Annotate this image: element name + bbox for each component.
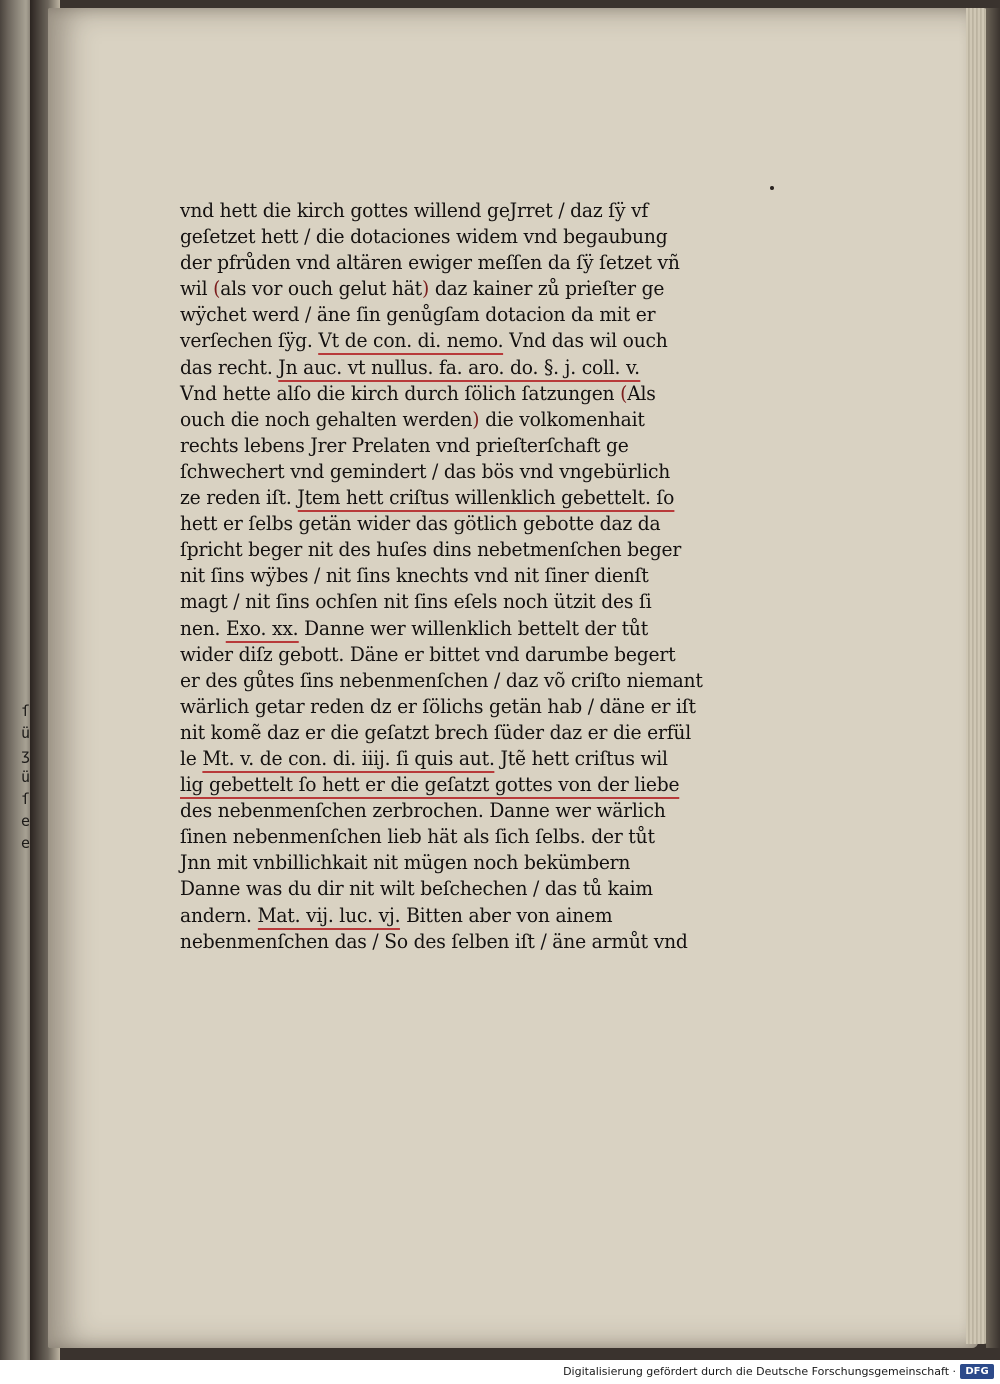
text-segment: nebenmenſchen das / So des ſelben iſt / äne armůt vnd	[180, 929, 688, 953]
text-segment: daz kainer zů prieſter ge	[429, 277, 665, 301]
paper-fleck	[770, 186, 774, 190]
text-block	[180, 198, 740, 955]
text-line	[180, 589, 725, 615]
text-segment: die volkomenhait	[479, 407, 645, 431]
text-segment: verſechen ſÿg.	[180, 329, 319, 353]
text-segment: ouch die noch gehalten werden	[180, 407, 473, 431]
text-segment: wÿchet werd / äne ſin genůgſam dotacion da mit er	[180, 303, 656, 327]
book-cover-edge	[986, 8, 1000, 1348]
text-segment: vnd hett die kirch gottes willend geJrret / daz ſÿ vf	[180, 199, 649, 222]
rubricated-citation: Mat. vij. luc. vj.	[257, 904, 400, 930]
left-margin-glyph: ü	[20, 724, 30, 742]
left-page-margin-text	[0, 700, 30, 980]
rubric-parenthesis: )	[472, 407, 480, 431]
text-line	[180, 668, 725, 694]
rubricated-citation: Jtem hett criſtus willenklich gebettelt. ſo	[297, 486, 674, 512]
rubric-parenthesis: (	[213, 277, 221, 301]
text-line	[180, 563, 725, 589]
text-segment: ſpricht beger nit des huſes dins nebetmenſchen beger	[180, 538, 682, 562]
text-line	[180, 929, 725, 955]
text-line	[180, 850, 725, 876]
text-segment: nen.	[180, 616, 227, 640]
left-margin-glyph: ʒ	[20, 746, 30, 764]
left-margin-glyph: e	[20, 834, 30, 852]
text-segment: als vor ouch gelut hät	[220, 277, 422, 301]
text-line	[180, 720, 725, 746]
text-segment: wärlich getar reden dz er ſölichs getän hab / däne er iſt	[180, 694, 696, 718]
text-segment: Danne was du dir nit wilt beſchechen / das tů kaim	[180, 877, 653, 901]
text-segment: ſchwechert vnd gemindert / das bös vnd vngebürlich	[180, 459, 671, 483]
text-segment: Vnd hette alſo die kirch durch ſölich ſatzungen	[180, 381, 621, 405]
text-segment: Danne wer willenklich bettelt der tůt	[298, 616, 649, 640]
text-segment: das recht.	[180, 355, 279, 379]
rubricated-citation: Vt de con. di. nemo.	[318, 329, 503, 355]
rubricated-citation: Mt. v. de con. di. iiij. ſi quis aut.	[202, 747, 494, 773]
text-segment: geſetzet hett / die dotaciones widem vnd begaubung	[180, 225, 668, 249]
text-segment: wider diſz gebott. Däne er bittet vnd darumbe begert	[180, 642, 676, 666]
text-line	[180, 407, 725, 433]
text-segment: Bitten aber von ainem	[400, 903, 613, 927]
footer-credit: Digitalisierung gefördert durch die Deutsche Forschungsgemeinschaft ·	[563, 1365, 956, 1378]
left-margin-glyph: ü	[20, 768, 30, 786]
text-line	[180, 746, 725, 772]
text-segment: Vnd das wil ouch	[503, 329, 668, 353]
text-line	[180, 903, 725, 929]
text-segment: ze reden iſt.	[180, 486, 298, 510]
text-line	[180, 798, 725, 824]
left-margin-glyph: ſ	[20, 790, 30, 808]
text-segment: des nebenmenſchen zerbrochen. Danne wer wärlich	[180, 799, 666, 823]
text-segment: wil	[180, 277, 214, 301]
text-segment: nit komẽ daz er die geſatzt brech ſüder daz er die erfül	[180, 720, 692, 744]
left-margin-glyph: e	[20, 812, 30, 830]
text-segment: ſinen nebenmenſchen lieb hät als ſich ſelbs. der tůt	[180, 825, 655, 849]
text-segment: Jnn mit vnbillichkait nit mügen noch bekümbern	[180, 851, 631, 875]
text-line	[180, 302, 725, 328]
text-line	[180, 224, 725, 250]
text-segment: hett er ſelbs getän wider das götlich gebotte daz da	[180, 512, 661, 536]
page-stack-edges	[966, 8, 988, 1344]
text-line	[180, 824, 725, 850]
text-segment: magt / nit ſins ochſen nit ſins eſels noch ützit des ſi	[180, 590, 652, 614]
text-line	[180, 537, 725, 563]
rubricated-citation: Exo. xx.	[226, 617, 298, 643]
left-margin-glyph: ſ	[20, 702, 30, 720]
text-line	[180, 642, 725, 668]
text-segment: andern.	[180, 903, 258, 927]
dfg-logo[interactable]: DFG	[960, 1364, 994, 1379]
rubricated-citation: lig gebettelt ſo hett er die geſatzt gottes von der liebe	[180, 773, 679, 799]
text-line	[180, 276, 725, 302]
text-segment: er des gůtes ſins nebenmenſchen / daz võ criſto niemant	[180, 668, 703, 692]
text-line	[180, 328, 725, 354]
text-segment: rechts lebens Jrer Prelaten vnd prieſterſchaft ge	[180, 433, 629, 457]
text-line	[180, 876, 725, 902]
text-line	[180, 381, 725, 407]
text-line	[180, 459, 725, 485]
text-line	[180, 511, 725, 537]
text-segment: nit ſins wÿbes / nit ſins knechts vnd nit ſiner dienſt	[180, 564, 649, 588]
text-segment: Als	[627, 381, 656, 405]
text-line	[180, 250, 725, 276]
text-line	[180, 433, 725, 459]
rubric-parenthesis: (	[620, 381, 628, 405]
text-segment: der pfrůden vnd altären ewiger meſſen da ſÿ ſetzet vñ	[180, 251, 680, 275]
text-line	[180, 198, 725, 224]
text-line	[180, 616, 725, 642]
text-segment: Jtẽ hett criſtus wil	[494, 746, 668, 770]
text-line	[180, 772, 725, 798]
text-line	[180, 694, 725, 720]
text-line	[180, 355, 725, 381]
text-segment: le	[180, 746, 203, 770]
text-line	[180, 485, 725, 511]
rubric-parenthesis: )	[421, 277, 430, 301]
rubricated-citation: Jn auc. vt nullus. fa. aro. do. §. j. coll. v.	[278, 356, 640, 382]
left-page-edge	[0, 0, 34, 1360]
